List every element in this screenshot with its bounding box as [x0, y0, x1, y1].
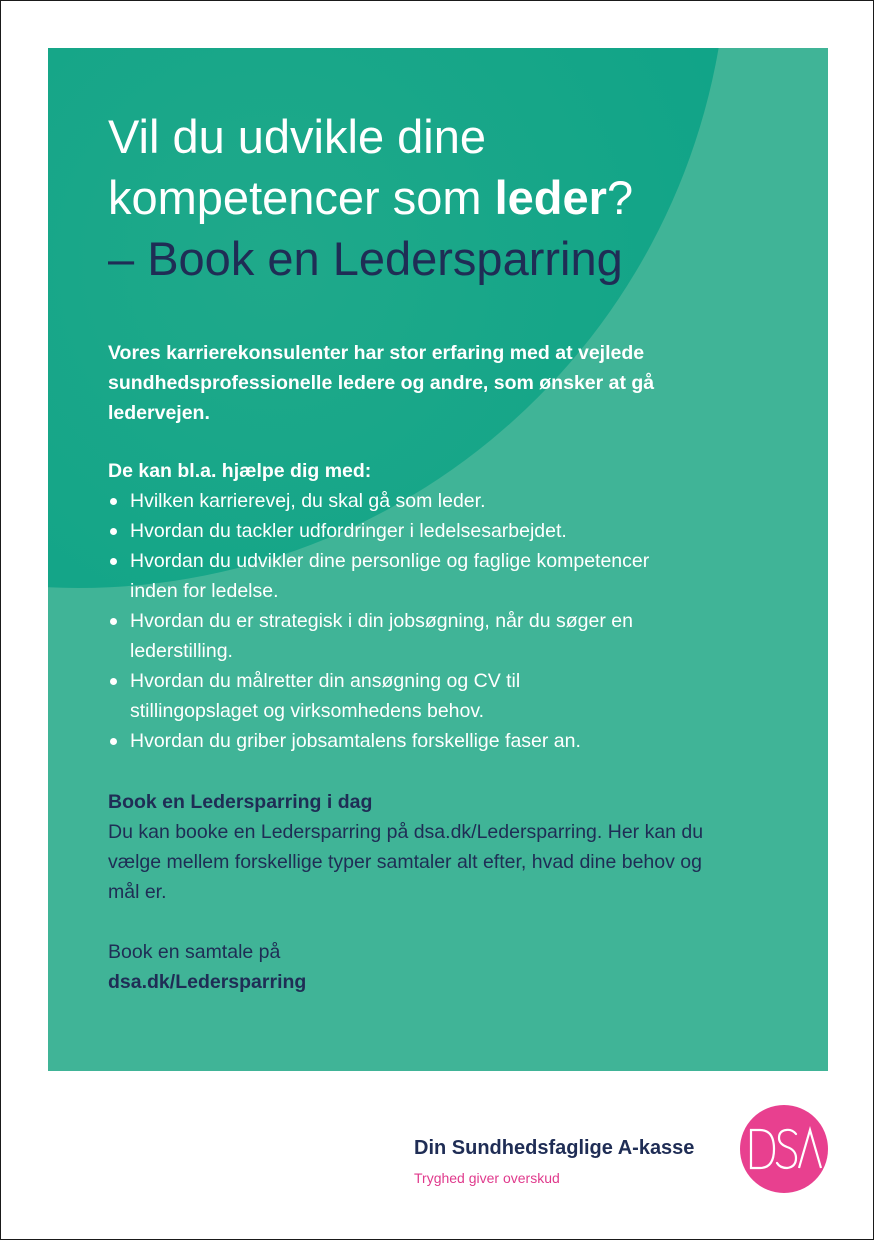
book-body: Du kan booke en Ledersparring på dsa.dk/Ledersparring. Her kan du vælge mellem forskellige typer samtaler alt efter, hvad dine behov og mål er. [108, 821, 704, 903]
bullet-icon [110, 678, 117, 685]
list-item [108, 486, 690, 516]
headline-emphasis: leder [494, 171, 607, 224]
green-panel [48, 48, 828, 1071]
list-item-text: Hvordan du er strategisk i din jobsøgning, når du søger en lederstilling. [130, 610, 633, 662]
panel-content [108, 106, 788, 997]
book-title: Book en Ledersparring i dag [108, 791, 373, 813]
list-item-text: Hvordan du målretter din ansøgning og CV til stillingopslaget og virksomhedens behov. [130, 670, 521, 722]
bullet-icon [110, 558, 117, 565]
list-item [108, 606, 660, 666]
bullet-icon [110, 528, 117, 535]
headline-line-2-pre: kompetencer som [108, 171, 495, 224]
headline-line-2 [108, 167, 788, 228]
bullet-icon [110, 738, 117, 745]
list-item [108, 666, 630, 726]
help-list [108, 486, 788, 756]
bullet-icon [110, 498, 117, 505]
list-item-text: Hvordan du griber jobsamtalens forskellige faser an. [130, 730, 581, 752]
cta-link[interactable]: dsa.dk/Ledersparring [108, 971, 307, 993]
headline-line-2-post: ? [606, 171, 634, 224]
list-item [108, 726, 690, 756]
list-item [108, 516, 690, 546]
headline-line-1: Vil du udvikle dine [108, 110, 486, 163]
dsa-logo [740, 1105, 828, 1193]
intro-paragraph: Vores karrierekonsulenter har stor erfaring med at vejlede sundhedsprofessionelle ledere og andre, som ønsker at gå ledervejen. [108, 342, 655, 424]
organization-tagline: Tryghed giver overskud [414, 1170, 560, 1186]
list-item [108, 546, 690, 606]
list-item-text: Hvordan du tackler udfordringer i ledelsesarbejdet. [130, 520, 567, 542]
cta-text: Book en samtale på [108, 941, 281, 963]
bullet-icon [110, 618, 117, 625]
help-title: De kan bl.a. hjælpe dig med: [108, 460, 372, 482]
organization-name: Din Sundhedsfaglige A-kasse [414, 1137, 695, 1159]
list-item-text: Hvordan du udvikler dine personlige og faglige kompetencer inden for ledelse. [130, 550, 650, 602]
list-item-text: Hvilken karrierevej, du skal gå som leder. [130, 490, 486, 512]
headline [108, 106, 788, 289]
call-to-action [108, 937, 788, 997]
headline-line-3: – Book en Ledersparring [108, 232, 623, 285]
